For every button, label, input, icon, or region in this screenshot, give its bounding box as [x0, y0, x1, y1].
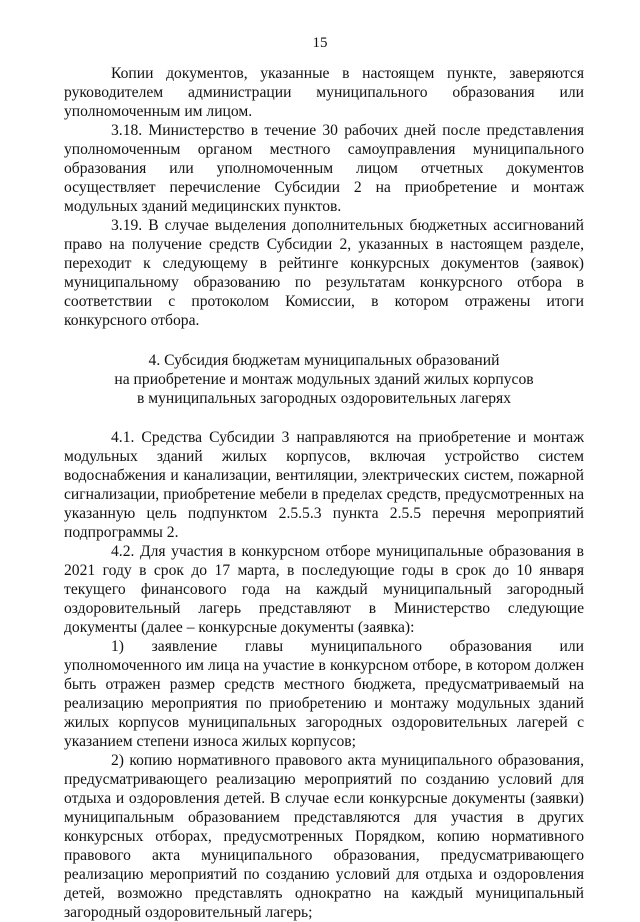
paragraph-4-1: 4.1. Средства Субсидии 3 направляются на приобретение и монтаж модульных зданий жилых корпусов, включая устройство систем водоснабжения и канализации, вентиляции, электрических систем, пожарной сигнализации, приобретение мебели в пределах средств, предусмотренных на указанную цель подпунктом 2.5.5.3 пункта 2.5.5 перечня мероприятий подпрограммы 2.	[64, 429, 584, 541]
section-heading-line-1: 4. Субсидия бюджетам муниципальных образований	[148, 352, 500, 369]
paragraph-3-18: 3.18. Министерство в течение 30 рабочих дней после представления уполномоченным органом местного самоуправления муниципального образования или уполномоченным лицом отчетных документов осуществляет перечисление Субсидии 2 на приобретение и монтаж модульных зданий медицинских пунктов.	[64, 122, 584, 215]
paragraph-4-2: 4.2. Для участия в конкурсном отборе муниципальные образования в 2021 году в срок до 17 марта, в последующие годы в срок до 10 января текущего финансового года на каждый муниципальный загородный оздоровительный лагерь представляют в Министерство следующие документы (далее – конкурсные документы (заявка):	[64, 543, 584, 636]
section-heading-line-3: в муниципальных загородных оздоровительных лагерях	[136, 390, 512, 407]
paragraph-copies-certification: Копии документов, указанные в настоящем пункте, заверяются руководителем администрации муниципального образования или уполномоченным им лицом.	[64, 65, 584, 120]
page-number: 15	[312, 35, 328, 51]
document-body	[64, 64, 584, 922]
section-heading-line-2: на приобретение и монтаж модульных зданий жилых корпусов	[114, 371, 534, 388]
paragraph-item-1: 1) заявление главы муниципального образования или уполномоченного им лица на участие в конкурсном отборе, в котором должен быть отражен размер средств местного бюджета, предусматриваемый на реализацию мероприятия по приобретению и монтажу модульных зданий жилых корпусов муниципальных загородных оздоровительных лагерей с указанием степени износа жилых корпусов;	[64, 638, 584, 750]
paragraph-3-19: 3.19. В случае выделения дополнительных бюджетных ассигнований право на получение средств Субсидии 2, указанных в настоящем разделе, переходит к следующему в рейтинге конкурсных документов (заявок) муниципальному образованию по результатам конкурсного отбора в соответствии с протоколом Комиссии, в котором отражены итоги конкурсного отбора.	[64, 217, 584, 329]
paragraph-item-2: 2) копию нормативного правового акта муниципального образования, предусматривающего реализацию мероприятий по созданию условий для отдыха и оздоровления детей. В случае если конкурсные документы (заявки) муниципальным образованием представляются для участия в других конкурсных отборах, предусмотренных Порядком, копию нормативного правового акта муниципального образования, предусматривающего реализацию мероприятий по созданию условий для отдыха и оздоровления детей, возможно представлять однократно на каждый муниципальный загородный оздоровительный лагерь;	[64, 752, 584, 921]
section-heading	[64, 351, 584, 408]
